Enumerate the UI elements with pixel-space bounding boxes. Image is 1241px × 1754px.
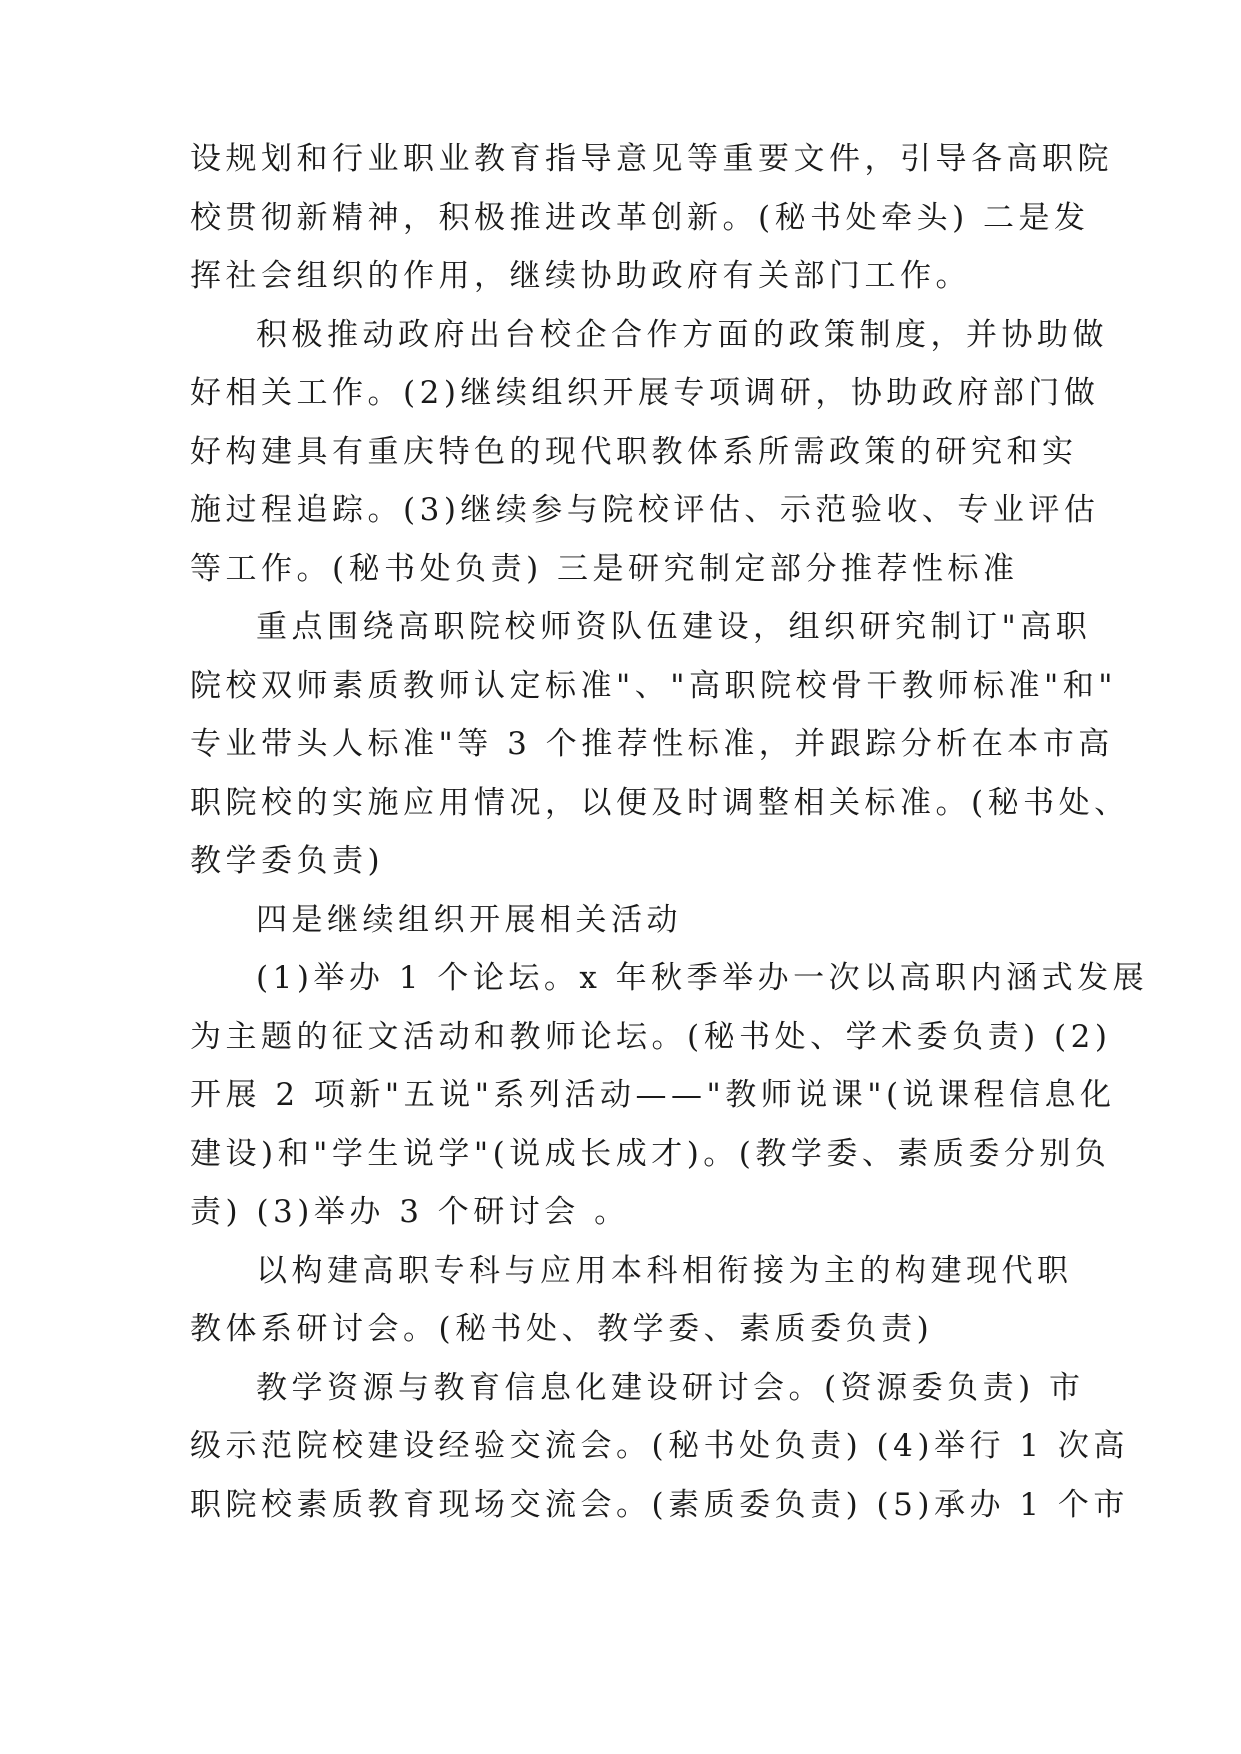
text-line: 教体系研讨会。(秘书处、教学委、素质委负责) [190,1311,934,1347]
text-line: 职院校的实施应用情况，以便及时调整相关标准。(秘书处、 [190,784,1130,821]
text-line: 以构建高职专科与应用本科相衔接为主的构建现代职 [256,1252,1073,1289]
text-line: 院校双师素质教师认定标准"、"高职院校骨干教师标准"和" [190,667,1118,704]
text-line: 挥社会组织的作用，继续协助政府有关部门工作。 [190,258,971,294]
text-line: (1)举办 1 个论坛。x 年秋季举办一次以高职内涵式发展 [256,960,1149,996]
text-line: 重点围绕高职院校师资队伍建设，组织研究制订"高职 [256,609,1092,645]
text-line: 专业带头人标准"等 3 个推荐性标准，并跟踪分析在本市高 [190,726,1114,762]
text-line: 教学资源与教育信息化建设研讨会。(资源委负责) 市 [256,1369,1085,1406]
body-text [190,130,1149,1534]
text-line: 积极推动政府出台校企合作方面的政策制度，并协助做 [256,316,1108,353]
text-line: 为主题的征文活动和教师论坛。(秘书处、学术委负责) (2) [190,1018,1112,1055]
text-line: 好相关工作。(2)继续组织开展专项调研，协助政府部门做 [190,375,1100,411]
text-line: 建设)和"学生说学"(说成长成才)。(教学委、素质委分别负 [190,1135,1111,1172]
text-line: 开展 2 项新"五说"系列活动——"教师说课"(说课程信息化 [190,1077,1116,1113]
text-line: 职院校素质教育现场交流会。(素质委负责) (5)承办 1 个市 [190,1486,1129,1523]
text-line: 等工作。(秘书处负责) 三是研究制定部分推荐性标准 [190,550,1019,587]
text-line: 施过程追踪。(3)继续参与院校评估、示范验收、专业评估 [190,492,1100,528]
text-line: 好构建具有重庆特色的现代职教体系所需政策的研究和实 [190,433,1078,470]
text-line: 责) (3)举办 3 个研讨会 。 [190,1194,630,1230]
text-line: 级示范院校建设经验交流会。(秘书处负责) (4)举行 1 次高 [190,1428,1129,1464]
text-line: 设规划和行业职业教育指导意见等重要文件，引导各高职院 [190,141,1113,177]
text-line: 四是继续组织开展相关活动 [256,901,682,938]
text-line: 校贯彻新精神，积极推进改革创新。(秘书处牵头) 二是发 [190,199,1090,236]
text-line: 教学委负责) [190,843,385,879]
